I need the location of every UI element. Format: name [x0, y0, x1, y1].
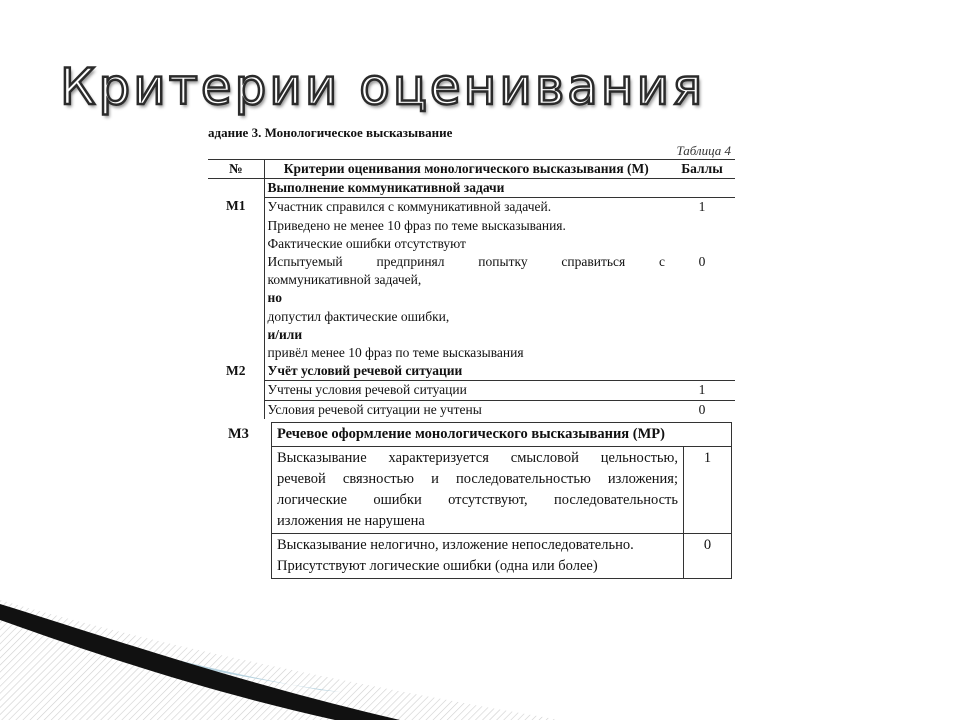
text-line: коммуникативной задачей,	[267, 272, 422, 288]
criterion-code-m3: М3	[228, 426, 249, 442]
score-cell: 1	[698, 199, 706, 215]
text-line: изложения не нарушена	[277, 513, 425, 529]
task-title: адание 3. Монологическое высказывание	[208, 125, 453, 140]
text-line: допустил фактические ошибки,	[267, 308, 450, 324]
header-score: Баллы	[668, 160, 735, 179]
conjunction: но	[267, 290, 283, 306]
text-line: Испытуемый предпринял попытку справиться с	[267, 254, 665, 270]
score-cell: 1	[684, 447, 732, 534]
criterion-heading-m3: Речевое оформление монологического высказывания (МР)	[272, 423, 732, 447]
text-line: речевой связностью и последовательностью изложения;	[277, 471, 678, 487]
text-line: логические ошибки отсутствуют, последовательность	[277, 492, 678, 508]
header-number: №	[208, 160, 264, 179]
criterion-text: Условия речевой ситуации не учтены	[264, 400, 668, 419]
conjunction: и/или	[267, 326, 303, 342]
criterion-code-m2: М2	[226, 363, 246, 379]
slide-title: Критерии оценивания	[60, 58, 706, 116]
score-cell: 0	[698, 254, 706, 270]
text-line: Высказывание нелогично, изложение непоследовательно.	[277, 537, 634, 553]
criterion-heading-m1: Выполнение коммуникативной задачи	[264, 179, 735, 198]
score-cell: 0	[698, 401, 706, 417]
text-line: Участник справился с коммуникативной задачей.	[267, 199, 552, 215]
text-line: Высказывание характеризуется смысловой цельностью,	[277, 450, 678, 466]
score-cell: 1	[668, 381, 735, 400]
header-criteria: Критерии оценивания монологического высказывания (М)	[264, 160, 668, 179]
text-line: Присутствуют логические ошибки (одна или более)	[277, 558, 598, 574]
score-cell: 0	[684, 534, 732, 579]
text-line: Фактические ошибки отсутствуют	[267, 235, 466, 251]
criterion-heading-m2: Учёт условий речевой ситуации	[264, 362, 735, 381]
criterion-code-m1: М1	[226, 198, 246, 214]
text-line: привёл менее 10 фраз по теме высказывания	[267, 345, 524, 361]
criterion-text: Учтены условия речевой ситуации	[264, 381, 668, 400]
table-reference: Таблица 4	[676, 143, 731, 158]
text-line: Приведено не менее 10 фраз по теме высказывания.	[267, 217, 566, 233]
